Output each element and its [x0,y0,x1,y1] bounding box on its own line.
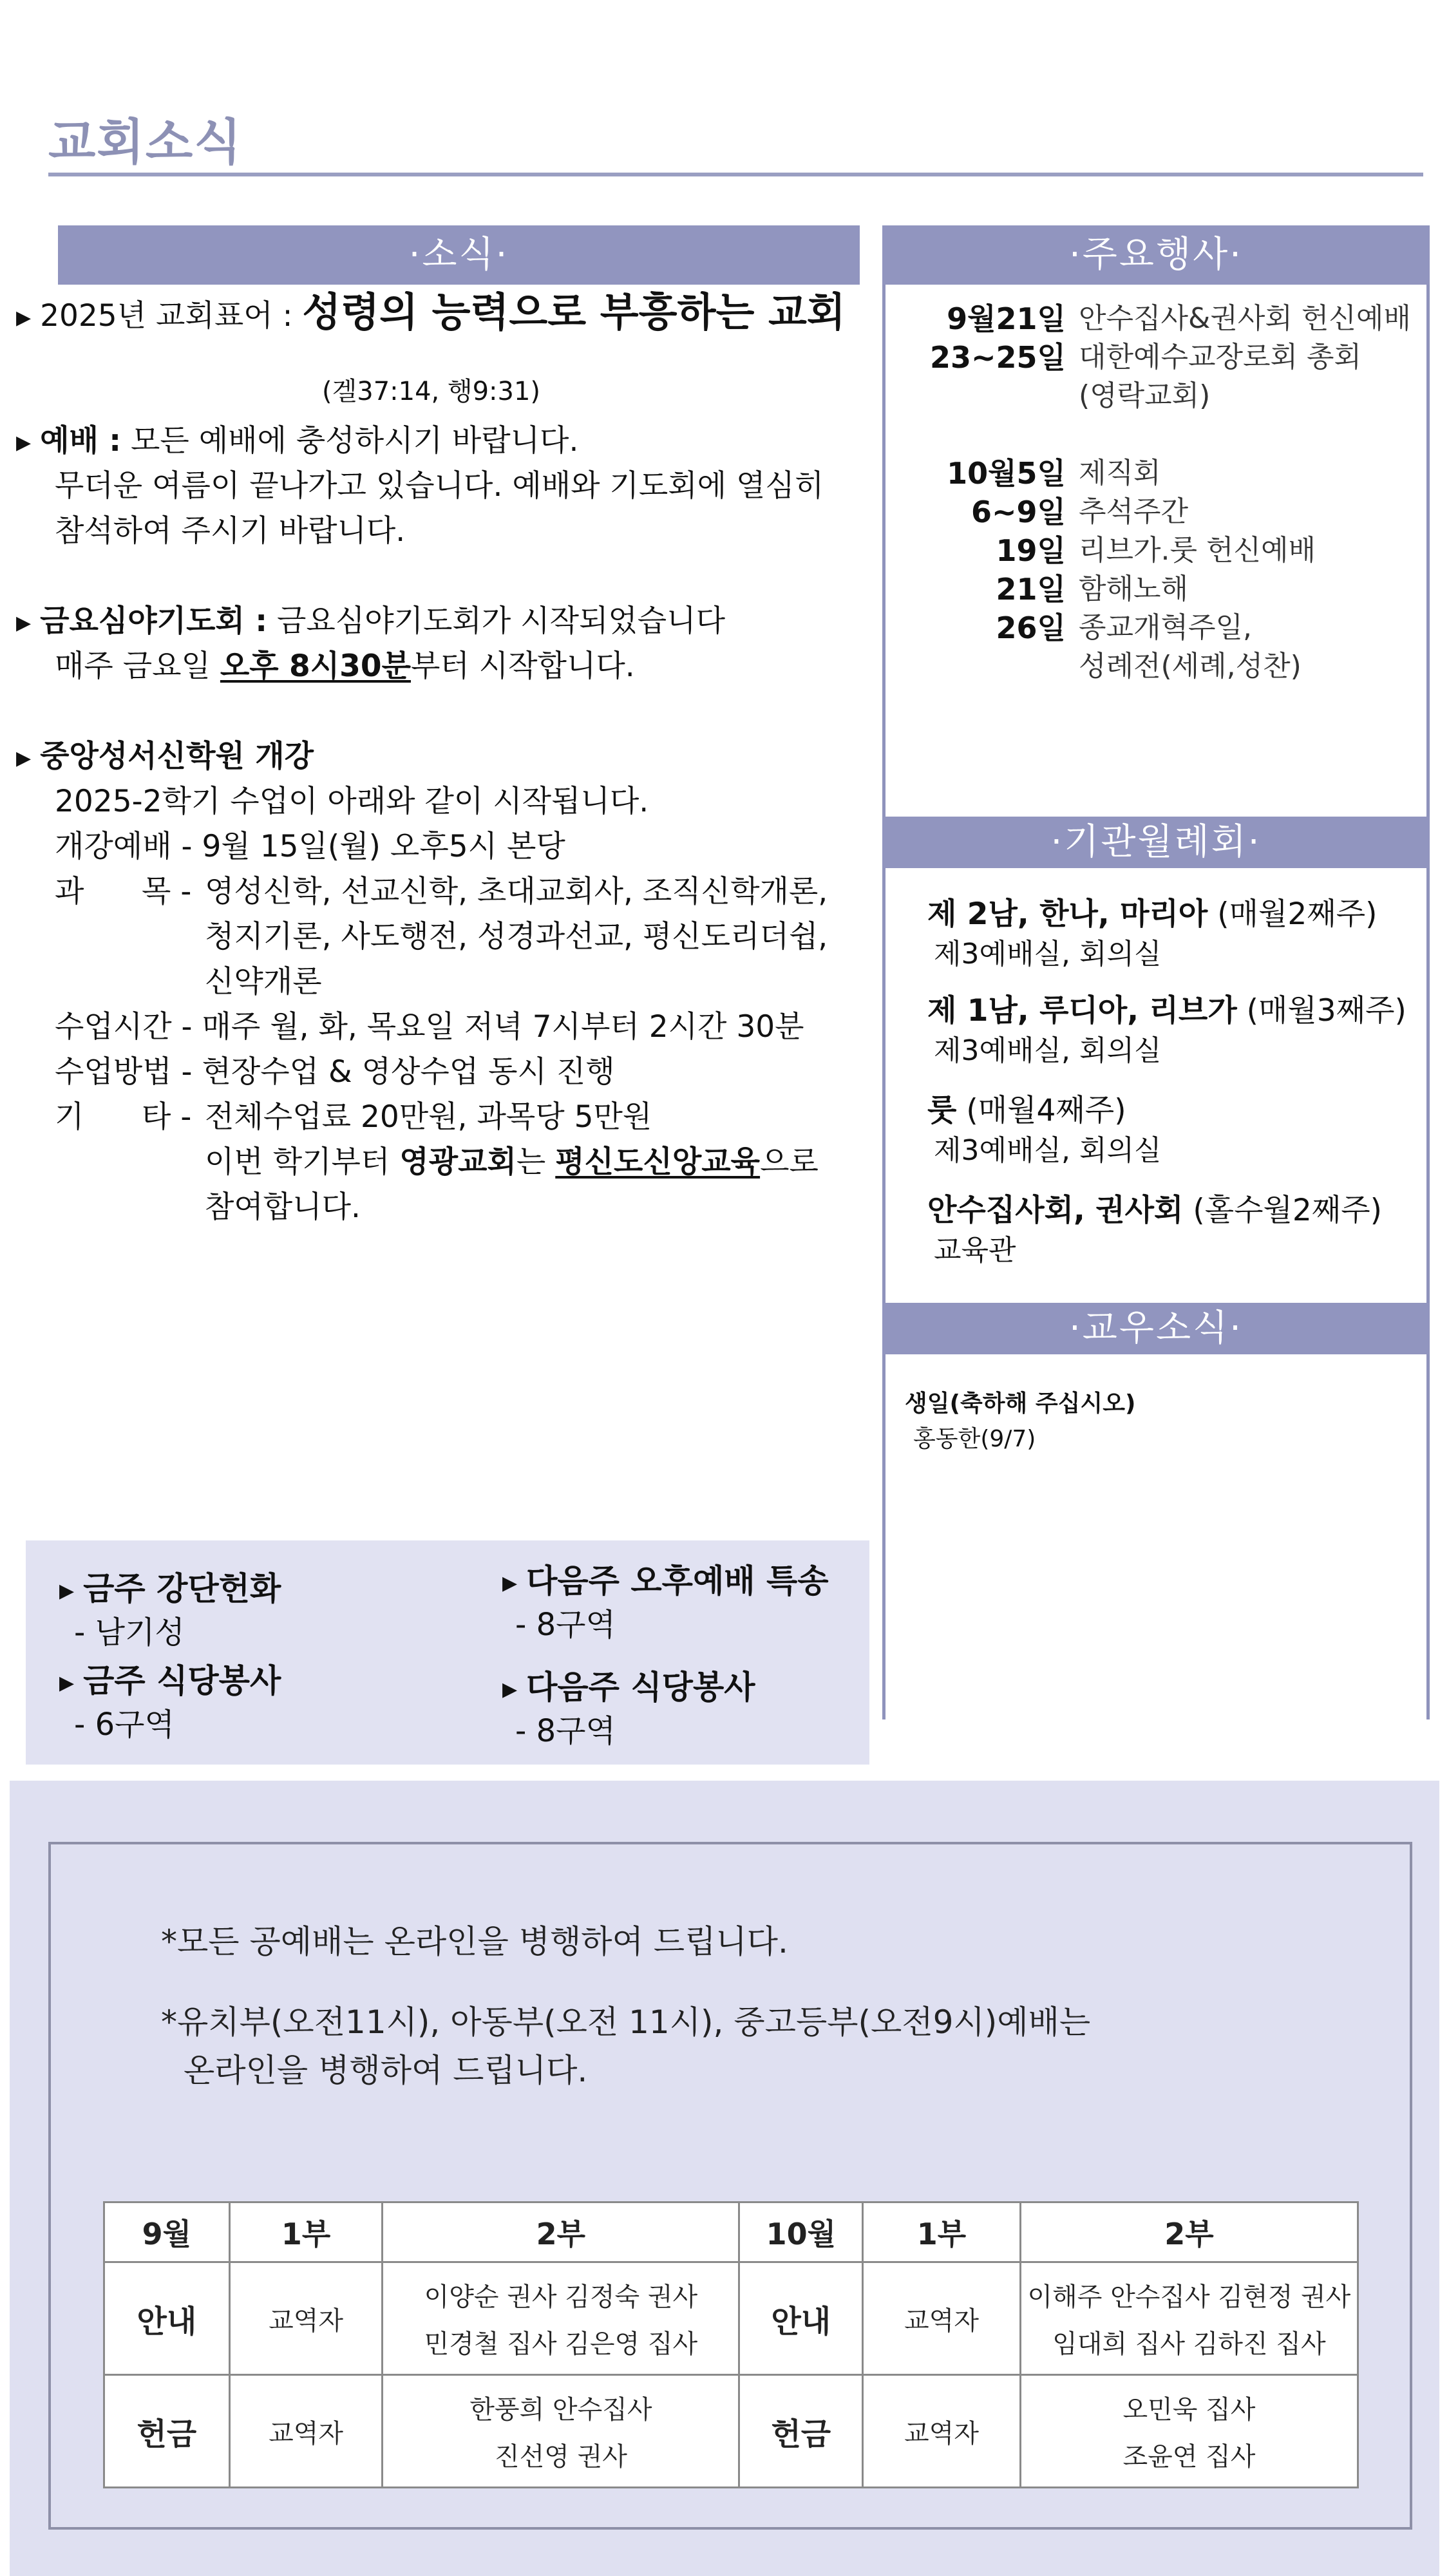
online-notice-3: 온라인을 병행하여 드립니다. [184,2052,588,2089]
table-header-row [104,2202,1358,2262]
academy-opening: 개강예배 - 9월 15일(월) 오후5시 본당 [55,829,565,864]
bullet-triangle-icon: ▶ [502,1678,518,1701]
online-notice-2: *유치부(오전11시), 아동부(오전 11시), 중고등부(오전9시)예배는 [161,2003,1091,2041]
duty-kitchen: ▶ 금주 식당봉사 [59,1662,281,1700]
friday-prayer-text: 금요심야기도회가 시작되었습니다 [277,603,725,639]
table-cell: 교역자 [863,2375,1021,2488]
birthday-label: 생일(축하해 주십시오) [905,1390,1136,1417]
event-date: 21일 [996,572,1066,607]
bullet-triangle-icon: ▶ [16,306,32,329]
table-header: 2부 [1020,2202,1358,2262]
bullet-triangle-icon: ▶ [502,1571,518,1595]
members-header: ·교우소식· [882,1303,1430,1354]
news-header: ·소식· [58,225,860,285]
friday-prayer-time: 매주 금요일 오후 8시30분부터 시작합니다. [55,649,635,684]
table-cell: 교역자 [229,2375,383,2488]
bullet-triangle-icon: ▶ [16,746,32,770]
table-header: 9월 [104,2202,230,2262]
church-name: 영광교회 [399,1144,516,1180]
event-date: 23~25일 [929,340,1066,375]
friday-prayer-hour: 오후 8시30분 [220,649,411,684]
event-text: 리브가.룻 헌신예배 [1079,534,1316,567]
academy-subject-2: 청지기론, 사도행전, 성경과선교, 평신도리더쉽, [205,919,828,954]
meeting-item: 안수집사회, 권사회 (홀수월2째주) [927,1193,1382,1228]
worship-text: 모든 예배에 충성하시기 바랍니다. [131,423,579,459]
table-header: 1부 [229,2202,383,2262]
meeting-place: 제3예배실, 회의실 [934,1134,1162,1167]
motto-label: 2025년 교회표어 : [40,298,293,334]
table-cell: 이양순 권사 김정숙 권사 민경철 집사 김은영 집사 [383,2262,739,2375]
duty-next-kitchen: ▶ 다음주 식당봉사 [502,1669,755,1706]
event-date: 6~9일 [971,495,1066,529]
meeting-item: 제 1남, 루디아, 리브가 (매월3째주) [927,993,1406,1028]
birthday-names: 홍동한(9/7) [913,1426,1036,1452]
duty-flowers-value: - 남기성 [74,1615,185,1651]
worship-line [16,422,578,462]
table-cell: 교역자 [229,2262,383,2375]
academy-subject-3: 신약개론 [205,964,322,999]
motto-reference: (겔37:14, 행9:31) [322,377,541,406]
table-row [104,2375,1358,2488]
meeting-place: 제3예배실, 회의실 [934,1034,1162,1067]
bullet-triangle-icon: ▶ [59,1671,75,1694]
page-title: 교회소식 [48,113,243,171]
event-text: 추석주간 [1079,495,1189,528]
duty-next-choir-value: - 8구역 [515,1607,616,1643]
lay-education-name: 평신도신앙교육 [555,1144,761,1180]
table-row [104,2262,1358,2375]
motto-text: 성령의 능력으로 부흥하는 교회 [302,289,846,336]
row-label: 안내 [739,2262,863,2375]
event-text: (영락교회) [1079,379,1211,412]
academy-title-line [16,737,314,778]
table-cell: 이해주 안수집사 김현정 권사 임대희 집사 김하진 집사 [1020,2262,1358,2375]
academy-title: 중앙성서신학원 개강 [40,739,314,774]
event-text: 제직회 [1079,457,1161,489]
meeting-place: 교육관 [934,1234,1016,1267]
events-header: ·주요행사· [882,225,1430,285]
event-text: 성례전(세례,성찬) [1079,650,1302,683]
event-text: 안수집사&권사회 헌신예배 [1079,302,1411,335]
row-label: 안내 [104,2262,230,2375]
usher-offering-table [103,2201,1359,2488]
academy-etc-label: 기 타 - [55,1099,192,1135]
academy-intro: 2025-2학기 수업이 아래와 같이 시작됩니다. [55,784,649,819]
event-text: 함해노해 [1079,573,1189,605]
event-date: 26일 [996,611,1066,645]
academy-subject-label: 과 목 - [55,874,192,909]
meeting-item: 룻 (매월4째주) [927,1093,1126,1128]
title-divider [48,173,1423,176]
academy-etc-3: 참여합니다. [205,1189,361,1225]
table-cell: 교역자 [863,2262,1021,2375]
row-label: 헌금 [739,2375,863,2488]
academy-time: 수업시간 - 매주 월, 화, 목요일 저녁 7시부터 2시간 30분 [55,1009,804,1045]
table-cell: 오민욱 집사 조윤연 집사 [1020,2375,1358,2488]
worship-label: 예배 : [40,423,122,459]
academy-etc-2: 이번 학기부터 영광교회는 평신도신앙교육으로 [205,1144,819,1180]
row-label: 헌금 [104,2375,230,2488]
duty-flowers: ▶ 금주 강단헌화 [59,1570,281,1607]
meeting-item: 제 2남, 한나, 마리아 (매월2째주) [927,896,1378,932]
duty-kitchen-value: - 6구역 [74,1707,175,1743]
table-header: 2부 [383,2202,739,2262]
academy-method: 수업방법 - 현장수업 & 영상수업 동시 진행 [55,1054,615,1090]
duty-next-choir: ▶ 다음주 오후예배 특송 [502,1562,829,1600]
motto-line [16,289,846,337]
worship-line-3: 참석하여 주시기 바랍니다. [55,513,406,549]
duty-next-kitchen-value: - 8구역 [515,1713,616,1749]
bullet-triangle-icon: ▶ [16,431,32,454]
event-date: 19일 [996,533,1066,568]
academy-subject-1: 영성신학, 선교신학, 초대교회사, 조직신학개론, [205,874,828,909]
event-date: 9월21일 [947,301,1066,336]
event-date: 10월5일 [947,456,1066,491]
table-header: 1부 [863,2202,1021,2262]
meetings-header: ·기관월례회· [882,817,1430,868]
online-notice-1: *모든 공예배는 온라인을 병행하여 드립니다. [161,1923,788,1960]
friday-prayer-line [16,602,725,643]
bullet-triangle-icon: ▶ [16,611,32,634]
bullet-triangle-icon: ▶ [59,1579,75,1602]
friday-prayer-label: 금요심야기도회 : [40,603,268,639]
table-header: 10월 [739,2202,863,2262]
table-cell: 한풍희 안수집사 진선영 권사 [383,2375,739,2488]
academy-etc-1: 전체수업료 20만원, 과목당 5만원 [205,1099,652,1135]
worship-line-2: 무더운 여름이 끝나가고 있습니다. 예배와 기도회에 열심히 [55,468,824,504]
meeting-place: 제3예배실, 회의실 [934,938,1162,971]
event-text: 대한예수교장로회 총회 [1079,341,1362,374]
event-text: 종교개혁주일, [1079,611,1253,644]
